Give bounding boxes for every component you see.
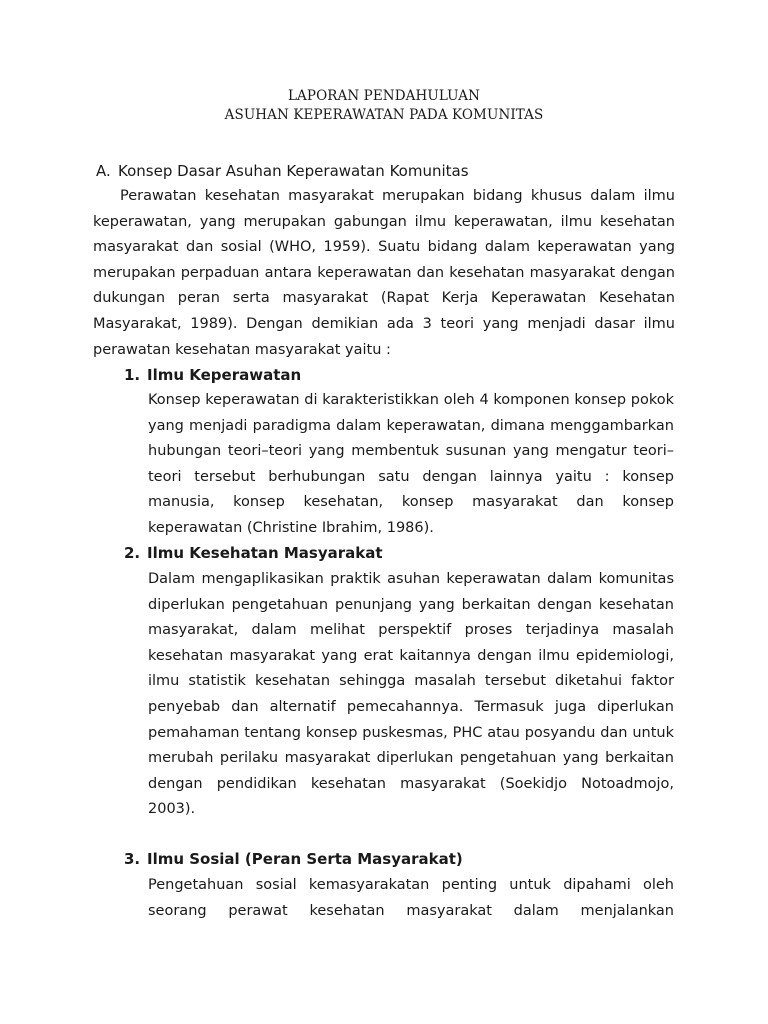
section-intro-paragraph: Perawatan kesehatan masyarakat merupakan bidang khusus dalam ilmu keperawatan, yang merupakan gabungan ilmu keperawatan, ilmu kesehatan masyarakat dan sosial (WHO, 1959). Suatu bidang dalam keperawatan yang merupakan perpaduan antara keperawatan dan kesehatan masyarakat dengan dukungan peran serta masyarakat (Rapat Kerja Keperawatan Kesehatan Masyarakat, 1989). Dengan demikian ada 3 teori yang menjadi dasar ilmu perawatan kesehatan masyarakat yaitu : (93, 188, 675, 358)
list-item-title: Ilmu Sosial (Peran Serta Masyarakat) (147, 850, 463, 868)
document-title-line1: LAPORAN PENDAHULUAN (287, 88, 480, 104)
list-item-number: 2. (124, 544, 141, 562)
list-item-body: Pengetahuan sosial kemasyarakatan penting untuk dipahami oleh seorang perawat kesehatan masyarakat dalam menjalankan (148, 877, 674, 919)
document-title-line2: ASUHAN KEPERAWATAN PADA KOMUNITAS (224, 107, 544, 123)
list-item-heading (124, 544, 383, 562)
list-item-title: Ilmu Kesehatan Masyarakat (147, 544, 383, 562)
list-item-body: Dalam mengaplikasikan praktik asuhan keperawatan dalam komunitas diperlukan pengetahuan penunjang yang berkaitan dengan kesehatan masyarakat, dalam melihat perspektif proses terjadinya masalah kesehatan masyarakat yang erat kaitannya dengan ilmu epidemiologi, ilmu statistik kesehatan sehingga masalah tersebut diketahui faktor penyebab dan alternatif pemecahannya. Termasuk juga diperlukan pemahaman tentang konsep puskesmas, PHC atau posyandu dan untuk merubah perilaku masyarakat diperlukan pengetahuan yang berkaitan dengan pendidikan kesehatan masyarakat (Soekidjo Notoadmojo, 2003). (148, 571, 674, 818)
list-item-number: 1. (124, 366, 141, 384)
section-title: Konsep Dasar Asuhan Keperawatan Komunitas (118, 162, 469, 180)
list-item-body: Konsep keperawatan di karakteristikkan oleh 4 komponen konsep pokok yang menjadi paradigma dalam keperawatan, dimana menggambarkan hubungan teori–teori yang membentuk susunan yang mengatur teori–teori tersebut berhubungan satu dengan lainnya yaitu : konsep manusia, konsep kesehatan, konsep masyarakat dan konsep keperawatan (Christine Ibrahim, 1986). (148, 392, 674, 536)
list-item-heading (124, 366, 301, 384)
list-item-heading (124, 850, 463, 868)
list-item-title: Ilmu Keperawatan (147, 366, 302, 384)
section-number: A. (96, 162, 111, 180)
section-heading (96, 162, 469, 180)
list-item-number: 3. (124, 850, 141, 868)
